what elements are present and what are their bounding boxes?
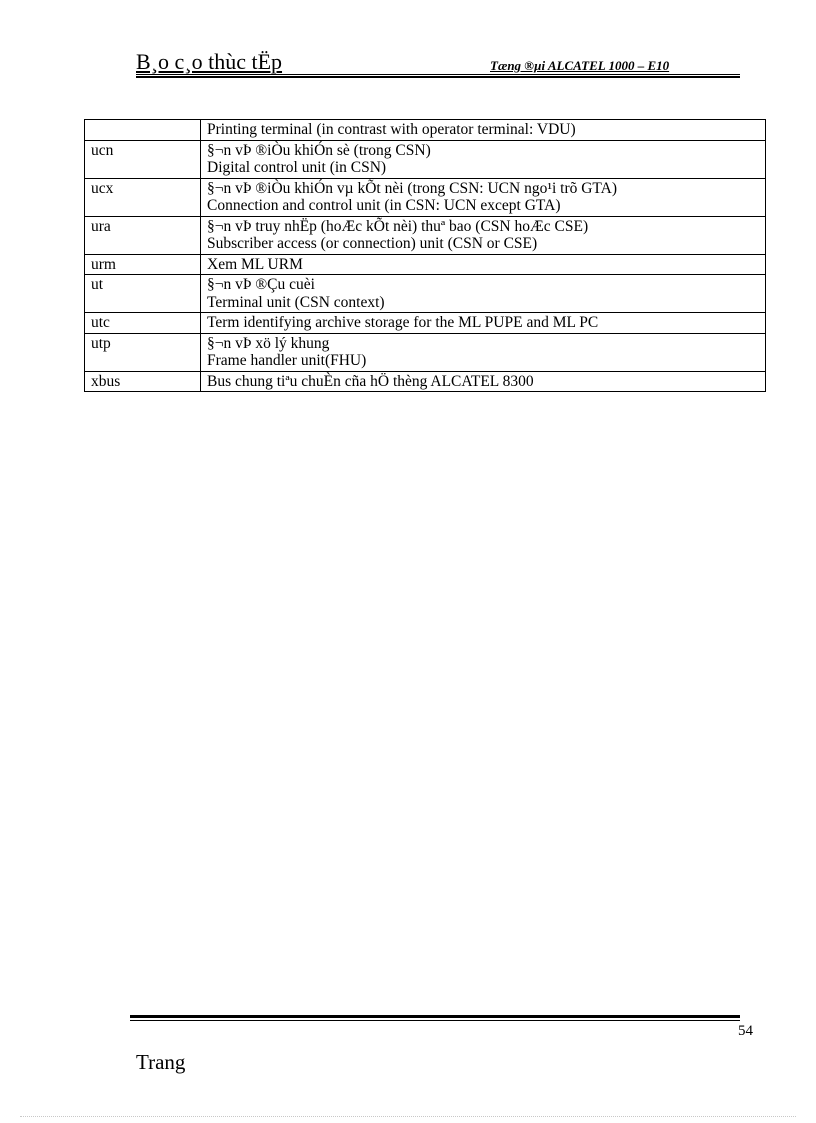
definition-cell — [201, 275, 766, 313]
definition-line: Printing terminal (in contrast with operator terminal: VDU) — [207, 121, 576, 138]
definition-line: §¬n vÞ ®Çu cuèi — [207, 276, 315, 293]
page-edge-divider — [20, 1116, 796, 1117]
definition-line: §¬n vÞ truy nhËp (hoÆc kÕt nèi) thuª bao (CSN hoÆc CSE) — [207, 217, 589, 235]
term-cell: ucn — [85, 140, 201, 178]
definition-line: Terminal unit (CSN context) — [207, 293, 385, 311]
footer-label: Trang — [136, 1050, 186, 1074]
definition-cell — [201, 216, 766, 254]
definition-line: Subscriber access (or connection) unit (CSN or CSE) — [207, 235, 538, 252]
term-cell: xbus — [85, 371, 201, 392]
table-row — [85, 275, 766, 313]
table-row — [85, 313, 766, 334]
definition-line: Digital control unit (in CSN) — [207, 159, 387, 176]
definition-line: Frame handler unit(FHU) — [207, 352, 367, 369]
definition-cell — [201, 120, 766, 141]
term-cell: ura — [85, 216, 201, 254]
table-row — [85, 371, 766, 392]
definition-cell — [201, 313, 766, 334]
definition-line: §¬n vÞ xö lý khung — [207, 334, 330, 352]
definition-cell — [201, 333, 766, 371]
header-document-title: Tæng ®µi ALCATEL 1000 – E10 — [490, 58, 670, 73]
definition-cell — [201, 371, 766, 392]
term-cell — [85, 120, 201, 141]
page-number: 54 — [738, 1023, 753, 1039]
term-cell: urm — [85, 254, 201, 275]
table-row — [85, 216, 766, 254]
table-row — [85, 120, 766, 141]
term-cell: utc — [85, 313, 201, 334]
definition-cell — [201, 254, 766, 275]
term-cell: utp — [85, 333, 201, 371]
definition-line: §¬n vÞ ®iÒu khiÓn sè (trong CSN) — [207, 141, 431, 159]
definition-line: Bus chung tiªu chuÈn cña hÖ thèng ALCATEL 8300 — [207, 372, 534, 390]
header-rule — [136, 74, 740, 78]
table-row — [85, 140, 766, 178]
table-row — [85, 178, 766, 216]
table-row — [85, 254, 766, 275]
definition-line: §¬n vÞ ®iÒu khiÓn vµ kÕt nèi (trong CSN: UCN ngo¹i trõ GTA) — [207, 179, 618, 197]
definition-line: Term identifying archive storage for the ML PUPE and ML PC — [207, 314, 599, 331]
table-row — [85, 333, 766, 371]
definition-cell — [201, 140, 766, 178]
header-report-title: B¸o c¸o thùc tËp — [136, 49, 283, 74]
glossary-table — [84, 119, 766, 392]
term-cell: ucx — [85, 178, 201, 216]
definition-line: Xem ML URM — [207, 255, 303, 273]
term-cell: ut — [85, 275, 201, 313]
definition-line: Connection and control unit (in CSN: UCN except GTA) — [207, 197, 561, 214]
definition-cell — [201, 178, 766, 216]
footer-rule — [130, 1015, 740, 1021]
